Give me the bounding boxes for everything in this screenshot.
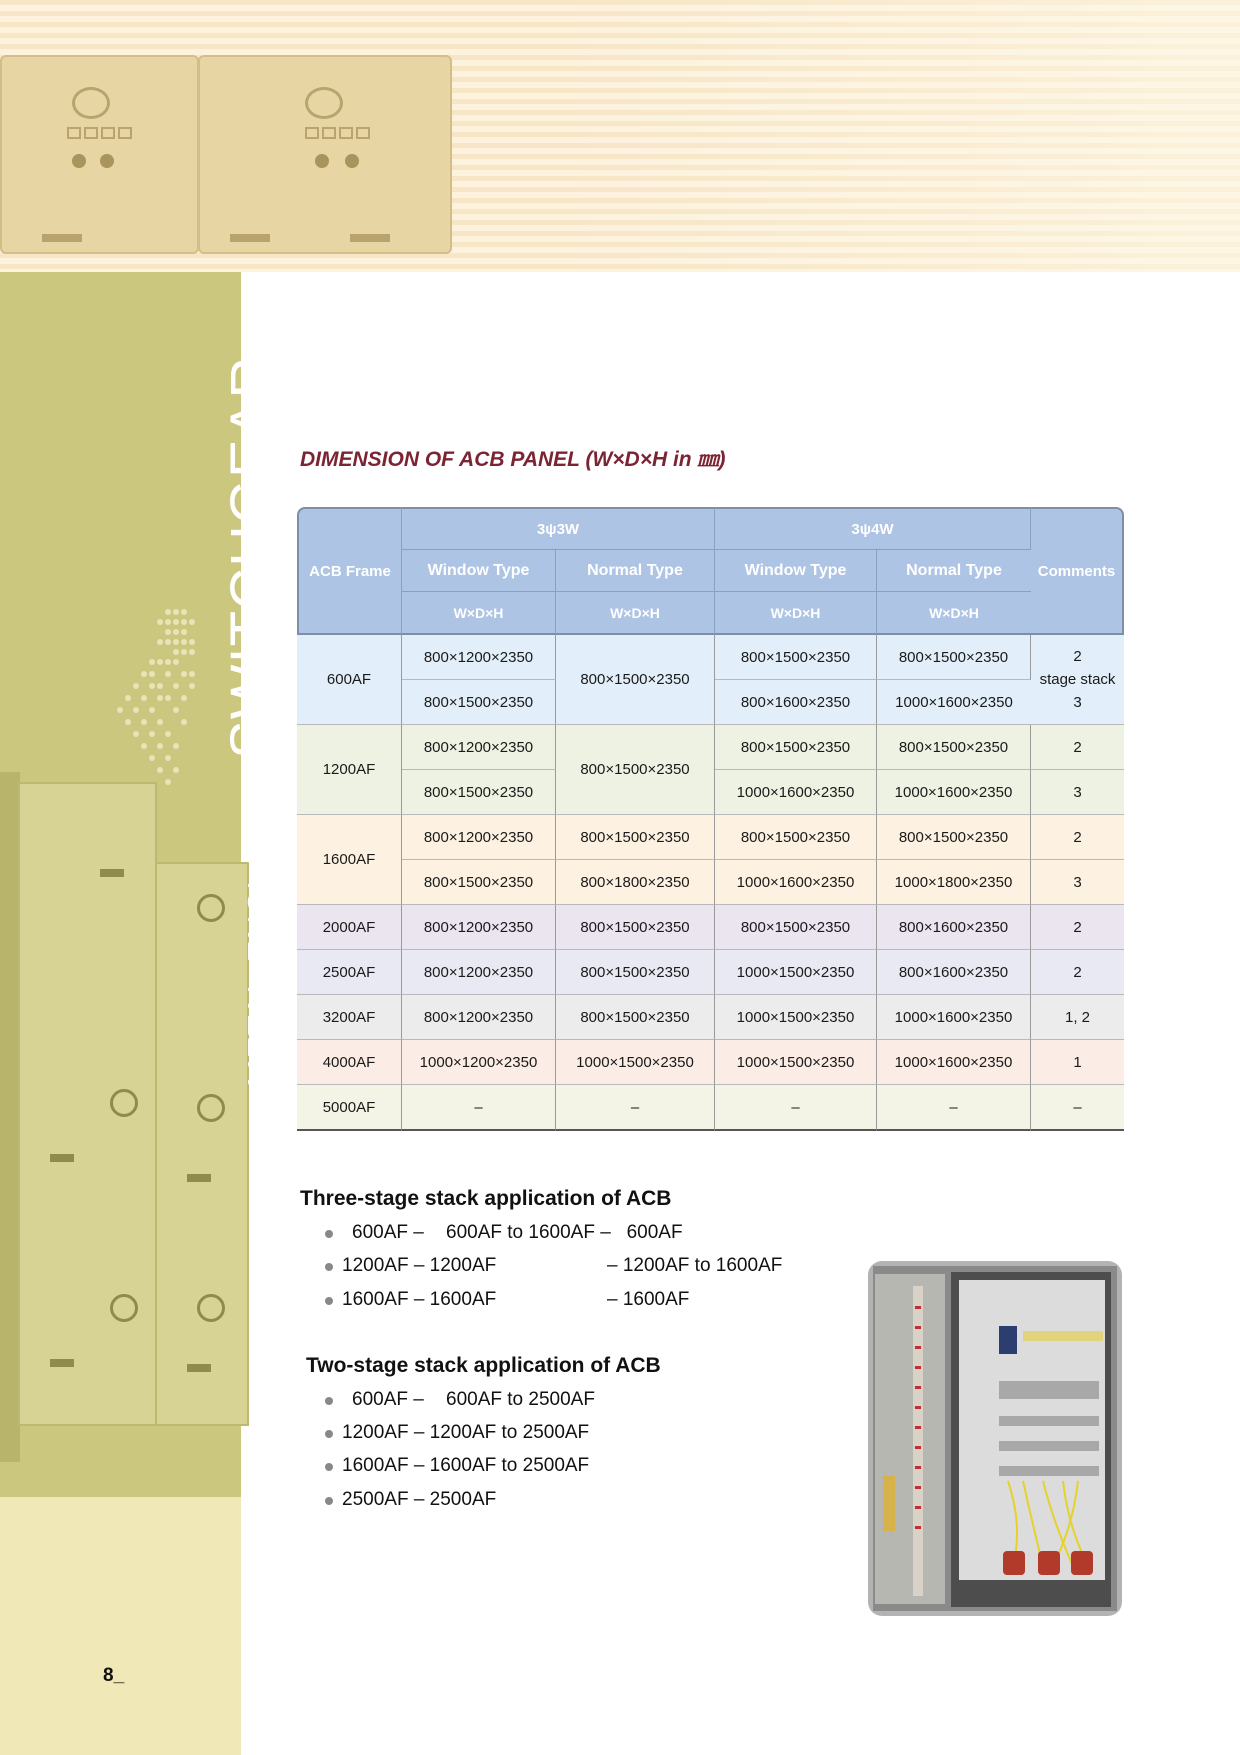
bullet-icon — [325, 1263, 333, 1271]
page-number: 8_ — [103, 1665, 125, 1686]
table-cell: 800×1500×2350 — [556, 635, 715, 725]
acb-frame-cell: 1200AF — [297, 725, 402, 815]
acb-frame-cell: 5000AF — [297, 1085, 402, 1131]
table-row — [297, 815, 1124, 860]
table-row — [297, 1040, 1124, 1085]
table-cell: 800×1500×2350 — [715, 905, 877, 950]
acb-frame-cell: 3200AF — [297, 995, 402, 1040]
header-comments: Comments — [1031, 507, 1124, 635]
table-cell: 800×1500×2350 — [556, 995, 715, 1040]
bullet-icon — [325, 1463, 333, 1471]
comments-cell: 2 — [1031, 905, 1124, 950]
bullet-icon — [325, 1497, 333, 1505]
header-wdh: W×D×H — [715, 592, 877, 635]
table-cell: 800×1200×2350 — [402, 725, 556, 770]
comments-cell: 1, 2 — [1031, 995, 1124, 1040]
table-title: DIMENSION OF ACB PANEL (W×D×H in ㎜) — [300, 448, 726, 471]
comments-cell: 3 — [1031, 860, 1124, 905]
sidebar-subtitle: METAL-ENCLOSED — [241, 772, 278, 1087]
bullet-icon — [325, 1297, 333, 1305]
table-cell: – — [715, 1085, 877, 1131]
table-cell: 800×1600×2350 — [715, 680, 877, 725]
table-row — [297, 1085, 1124, 1131]
header-4w-normal-type: Normal Type — [877, 550, 1031, 592]
table-row — [297, 725, 1124, 770]
table-cell: 800×1600×2350 — [877, 905, 1031, 950]
acb-frame-cell: 600AF — [297, 635, 402, 725]
list-item: 2500AF – 2500AF — [342, 1489, 497, 1510]
header-wdh: W×D×H — [402, 592, 556, 635]
table-cell: 1000×1600×2350 — [715, 860, 877, 905]
table-cell: 800×1200×2350 — [402, 995, 556, 1040]
table-cell: 800×1500×2350 — [556, 950, 715, 995]
bullet-icon — [325, 1430, 333, 1438]
banner-panel-image — [198, 55, 452, 254]
list-item: 600AF – — [352, 1389, 424, 1410]
three-stage-title: Three-stage stack application of ACB — [300, 1187, 672, 1210]
table-cell: 800×1800×2350 — [556, 860, 715, 905]
cabinet-image — [18, 782, 157, 1426]
table-cell: 800×1200×2350 — [402, 905, 556, 950]
table-cell: 1000×1500×2350 — [556, 1040, 715, 1085]
list-item: – 1200AF to 1600AF — [607, 1255, 783, 1276]
switchgear-interior-photo — [868, 1261, 1122, 1616]
table-row — [297, 905, 1124, 950]
header-3w-normal-type: Normal Type — [556, 550, 715, 592]
list-item: – 1600AF — [607, 1289, 690, 1310]
comments-cell: – — [1031, 1085, 1124, 1131]
table-cell: 1000×1600×2350 — [877, 770, 1031, 815]
table-cell: 1000×1600×2350 — [877, 995, 1031, 1040]
banner-panel-image — [0, 55, 199, 254]
table-row — [297, 950, 1124, 995]
bullet-icon — [325, 1397, 333, 1405]
comments-cell: 1 — [1031, 1040, 1124, 1085]
table-cell: – — [556, 1085, 715, 1131]
comments-cell: 2 — [1031, 725, 1124, 770]
comment-line: stage stack — [1039, 671, 1116, 688]
switchgear-interior-illustration — [873, 1266, 1117, 1611]
table-row — [297, 860, 1124, 905]
table-cell: 800×1200×2350 — [402, 815, 556, 860]
table-cell: 1000×1500×2350 — [715, 1040, 877, 1085]
list-item: 1200AF – 1200AF to 2500AF — [342, 1422, 590, 1443]
header-acb-frame: ACB Frame — [297, 507, 402, 635]
sidebar-vertical-title — [218, 356, 285, 1087]
table-cell: 1000×1500×2350 — [715, 950, 877, 995]
bullet-icon — [325, 1230, 333, 1238]
comment-line: 3 — [1073, 694, 1082, 711]
sidebar-title: SWITCHGEAR — [219, 355, 284, 759]
table-cell: 800×1500×2350 — [877, 635, 1031, 680]
table-cell: 1000×1800×2350 — [877, 860, 1031, 905]
top-banner — [0, 0, 1240, 272]
comments-cell: 2 — [1031, 950, 1124, 995]
comment-line: 2 — [1073, 648, 1082, 665]
acb-frame-cell: 2000AF — [297, 905, 402, 950]
two-stage-title: Two-stage stack application of ACB — [306, 1354, 661, 1377]
list-item: 600AF – — [352, 1222, 424, 1243]
table-cell: 800×1600×2350 — [877, 950, 1031, 995]
table-cell: 800×1200×2350 — [402, 635, 556, 680]
table-cell: 1000×1500×2350 — [715, 995, 877, 1040]
list-item: 600AF to 1600AF – 600AF — [446, 1222, 683, 1243]
table-row — [297, 635, 1124, 680]
table-cell: 1000×1600×2350 — [877, 680, 1031, 725]
header-4w-window-type: Window Type — [715, 550, 877, 592]
comments-cell: 2 — [1031, 815, 1124, 860]
list-item: 1200AF – 1200AF — [342, 1255, 497, 1276]
table-row — [297, 995, 1124, 1040]
list-item: 600AF to 2500AF — [446, 1389, 595, 1410]
header-3w-window-type: Window Type — [402, 550, 556, 592]
header-wdh: W×D×H — [877, 592, 1031, 635]
table-cell: 800×1200×2350 — [402, 950, 556, 995]
header-wdh: W×D×H — [556, 592, 715, 635]
table-cell: 800×1500×2350 — [556, 725, 715, 815]
acb-frame-cell: 1600AF — [297, 815, 402, 905]
table-cell: 800×1500×2350 — [402, 770, 556, 815]
table-cell: 800×1500×2350 — [715, 815, 877, 860]
table-cell: 800×1500×2350 — [556, 905, 715, 950]
table-cell: 800×1500×2350 — [402, 680, 556, 725]
list-item: 1600AF – 1600AF — [342, 1289, 497, 1310]
table-cell: – — [877, 1085, 1031, 1131]
list-item: 1600AF – 1600AF to 2500AF — [342, 1455, 590, 1476]
header-3w: 3ψ3W — [402, 507, 715, 550]
table-cell: 1000×1600×2350 — [715, 770, 877, 815]
table-cell: 800×1500×2350 — [556, 815, 715, 860]
sidebar — [0, 272, 284, 1755]
table-header — [297, 507, 1124, 635]
acb-frame-cell: 2500AF — [297, 950, 402, 995]
acb-frame-cell: 4000AF — [297, 1040, 402, 1085]
table-cell: 800×1500×2350 — [715, 725, 877, 770]
table-cell: 1000×1600×2350 — [877, 1040, 1031, 1085]
dimension-table — [297, 507, 1124, 1131]
table-cell: 800×1500×2350 — [877, 815, 1031, 860]
dot-pattern-graphic — [108, 602, 218, 792]
table-cell: – — [402, 1085, 556, 1131]
header-4w: 3ψ4W — [715, 507, 1031, 550]
comments-cell: 3 — [1031, 770, 1124, 815]
table-cell: 1000×1200×2350 — [402, 1040, 556, 1085]
table-cell: 800×1500×2350 — [877, 725, 1031, 770]
comments-cell — [1031, 635, 1124, 725]
table-cell: 800×1500×2350 — [715, 635, 877, 680]
table-cell: 800×1500×2350 — [402, 860, 556, 905]
